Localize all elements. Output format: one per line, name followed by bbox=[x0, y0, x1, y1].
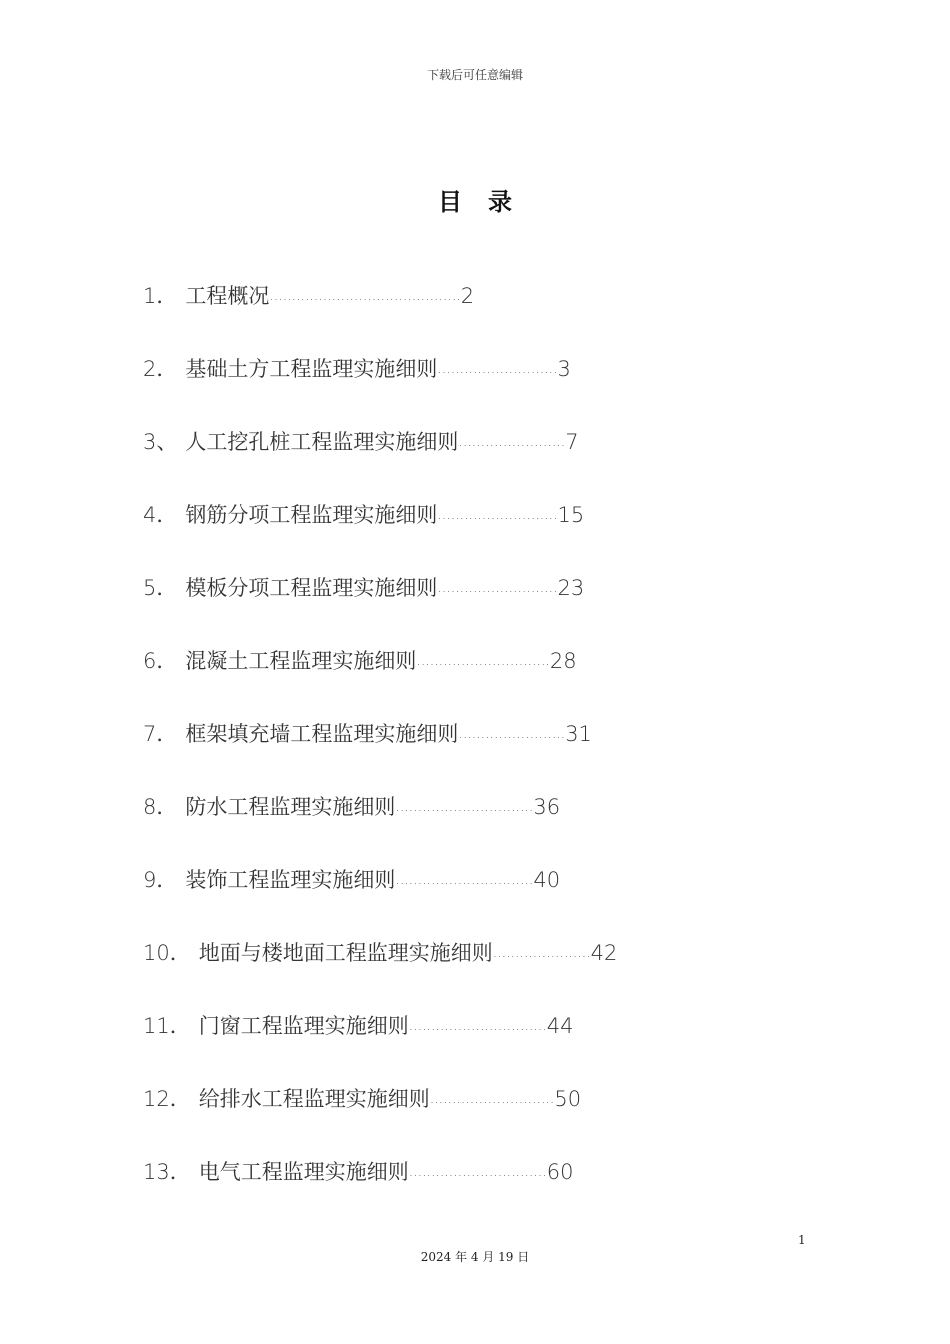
toc-entry-page: 7 bbox=[565, 430, 579, 454]
header-note: 下载后可任意编辑 bbox=[426, 68, 523, 82]
toc-entry-text: 人工挖孔桩工程监理实施细则 bbox=[185, 430, 459, 454]
toc-entry[interactable] bbox=[143, 1010, 823, 1083]
toc-entry-text: 装饰工程监理实施细则 bbox=[185, 868, 396, 892]
toc-entry-number: 6． bbox=[143, 649, 178, 673]
toc-entry-number: 8． bbox=[143, 795, 178, 819]
toc-entry[interactable] bbox=[143, 353, 823, 426]
toc-entry-page: 42 bbox=[590, 941, 618, 965]
page-number: 1 bbox=[798, 1233, 806, 1247]
toc-entry-page: 3 bbox=[557, 357, 571, 381]
toc-entry-text: 电气工程监理实施细则 bbox=[198, 1160, 409, 1184]
toc-entry[interactable] bbox=[143, 718, 823, 791]
toc-entry-number: 11． bbox=[143, 1014, 191, 1038]
toc-entry-leader: ............................... bbox=[408, 1164, 547, 1180]
toc-list bbox=[143, 280, 823, 1229]
toc-entry-page: 23 bbox=[557, 576, 585, 600]
toc-entry-leader: ............................ bbox=[429, 1091, 555, 1107]
toc-title: 目录 bbox=[438, 188, 538, 216]
footer-date: 2024 年 4 月 19 日 bbox=[420, 1250, 530, 1264]
toc-entry-page: 28 bbox=[549, 649, 577, 673]
toc-entry[interactable] bbox=[143, 1156, 823, 1229]
toc-entry-page: 60 bbox=[546, 1160, 574, 1184]
toc-entry-number: 9． bbox=[143, 868, 178, 892]
toc-entry-text: 防水工程监理实施细则 bbox=[185, 795, 396, 819]
toc-entry-text: 工程概况 bbox=[185, 284, 270, 308]
toc-entry[interactable] bbox=[143, 280, 823, 353]
toc-entry-page: 15 bbox=[557, 503, 585, 527]
toc-entry-leader: .............................. bbox=[416, 653, 550, 669]
toc-entry-page: 50 bbox=[554, 1087, 582, 1111]
toc-entry-number: 3、 bbox=[143, 430, 178, 454]
toc-entry-page: 40 bbox=[533, 868, 561, 892]
toc-entry-number: 1． bbox=[143, 284, 178, 308]
toc-entry[interactable] bbox=[143, 645, 823, 718]
toc-entry-page: 2 bbox=[460, 284, 475, 308]
toc-entry-text: 混凝土工程监理实施细则 bbox=[185, 649, 417, 673]
toc-entry-text: 基础土方工程监理实施细则 bbox=[185, 357, 438, 381]
toc-entry-number: 13． bbox=[143, 1160, 191, 1184]
toc-entry-leader: ............................... bbox=[408, 1018, 547, 1034]
toc-entry-number: 4． bbox=[143, 503, 178, 527]
toc-entry-number: 7． bbox=[143, 722, 178, 746]
toc-entry[interactable] bbox=[143, 426, 823, 499]
toc-entry-page: 31 bbox=[565, 722, 592, 746]
toc-entry-leader: ........................... bbox=[437, 580, 558, 596]
toc-entry-leader: ............................... bbox=[395, 872, 534, 888]
toc-entry-number: 10． bbox=[143, 941, 191, 965]
toc-entry[interactable] bbox=[143, 864, 823, 937]
toc-entry-leader: ............................... bbox=[395, 799, 534, 815]
toc-entry[interactable] bbox=[143, 791, 823, 864]
toc-entry-page: 44 bbox=[546, 1014, 574, 1038]
toc-entry-text: 模板分项工程监理实施细则 bbox=[185, 576, 438, 600]
toc-entry-text: 给排水工程监理实施细则 bbox=[198, 1087, 430, 1111]
toc-entry-text: 框架填充墙工程监理实施细则 bbox=[185, 722, 459, 746]
toc-entry-text: 钢筋分项工程监理实施细则 bbox=[185, 503, 438, 527]
toc-entry-text: 门窗工程监理实施细则 bbox=[198, 1014, 409, 1038]
toc-entry-page: 36 bbox=[533, 795, 561, 819]
toc-entry[interactable] bbox=[143, 572, 823, 645]
toc-entry-leader: ........................... bbox=[437, 507, 558, 523]
toc-entry[interactable] bbox=[143, 499, 823, 572]
toc-entry[interactable] bbox=[143, 1083, 823, 1156]
toc-entry[interactable] bbox=[143, 937, 823, 1010]
toc-entry-leader: ........................ bbox=[458, 434, 566, 450]
toc-entry-leader: ........................... bbox=[437, 361, 558, 377]
toc-entry-leader: ........................ bbox=[458, 726, 566, 742]
toc-entry-number: 12． bbox=[143, 1087, 191, 1111]
toc-entry-text: 地面与楼地面工程监理实施细则 bbox=[198, 941, 493, 965]
toc-entry-number: 5． bbox=[143, 576, 178, 600]
toc-entry-leader: ...................... bbox=[492, 945, 591, 961]
toc-entry-number: 2． bbox=[143, 357, 178, 381]
toc-entry-leader: ........................................... bbox=[269, 288, 461, 304]
